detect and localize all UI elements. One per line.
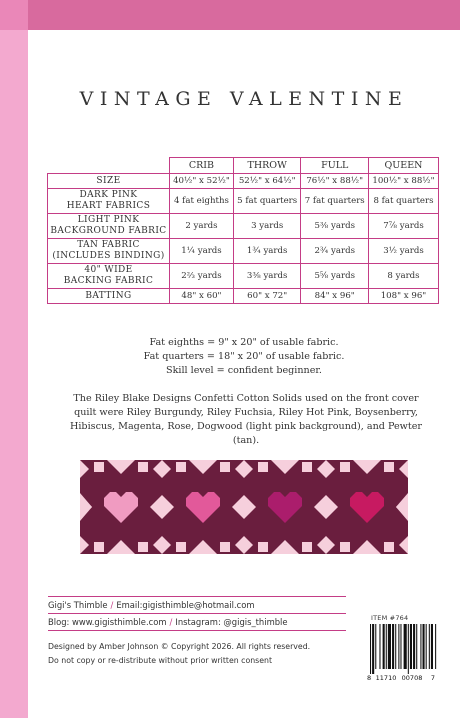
table-header-row — [48, 158, 439, 174]
blog-link[interactable]: Blog: www.gigisthimble.com — [48, 617, 167, 627]
instagram-link[interactable]: Instagram: @gigis_thimble — [175, 617, 288, 627]
quilt-illustration — [80, 460, 408, 554]
table-cell: 7⅞ yards — [368, 214, 438, 239]
footer-rule-top — [48, 596, 346, 597]
block-square — [138, 462, 148, 472]
table-cell: 2⅔ yards — [170, 264, 234, 289]
table-row — [48, 174, 439, 189]
block-square — [340, 542, 350, 552]
footer-contact-line-1 — [48, 600, 255, 610]
barcode-digits: 8 — [367, 674, 372, 682]
separator: / — [169, 617, 173, 627]
table-cell: 3⅜ yards — [233, 264, 301, 289]
barcode-bar — [395, 624, 396, 669]
designer-copyright: Designed by Amber Johnson © Copyright 2026. All rights reserved. — [48, 642, 311, 651]
header-crib: CRIB — [170, 158, 234, 174]
table-cell: 3½ yards — [368, 239, 438, 264]
table-cell: 4 fat eighths — [170, 189, 234, 214]
header-queen: QUEEN — [368, 158, 438, 174]
table-row — [48, 289, 439, 304]
footer-contact-line-2 — [48, 617, 288, 627]
table-row — [48, 214, 439, 239]
block-square — [384, 462, 394, 472]
barcode-bar — [375, 624, 376, 669]
row-label: BATTING — [48, 289, 170, 304]
table-corner-cell — [48, 158, 170, 174]
table-cell: 5 fat quarters — [233, 189, 301, 214]
fabric-credit-paragraph: The Riley Blake Designs Confetti Cotton Solids used on the front cover quilt were Riley Burgundy, Riley Fuchsia, Riley Hot Pink, Boysenberry, Hibiscus, Magenta, Rose, Dogwood (light pink background), and Pewter (tan). — [70, 393, 422, 446]
footer-rule-middle — [48, 613, 346, 614]
table-cell: 3 yards — [233, 214, 301, 239]
table-cell: 2¾ yards — [301, 239, 369, 264]
company-name: Gigi's Thimble — [48, 600, 108, 610]
barcode-bar — [413, 624, 415, 669]
item-number: ITEM #764 — [371, 614, 409, 622]
table-cell: 5⅝ yards — [301, 264, 369, 289]
fabric-requirements-table — [47, 157, 439, 304]
top-color-band — [0, 0, 460, 30]
header-throw: THROW — [233, 158, 301, 174]
block-square — [302, 462, 312, 472]
block-square — [258, 542, 268, 552]
barcode-bar — [400, 624, 401, 669]
email-link[interactable]: Email:gigisthimble@hotmail.com — [116, 600, 255, 610]
block-square — [220, 542, 230, 552]
barcode-bar — [388, 624, 391, 669]
barcode-bar — [423, 624, 425, 669]
barcode-bar — [420, 624, 421, 669]
table-cell: 40½" x 52½" — [170, 174, 234, 189]
barcode-bar — [410, 624, 412, 669]
block-square — [94, 542, 104, 552]
note-skill-level: Skill level = confident beginner. — [166, 365, 322, 376]
row-label: LIGHT PINK BACKGROUND FABRIC — [48, 214, 170, 239]
barcode-bar — [431, 624, 433, 669]
block-square — [340, 462, 350, 472]
separator: / — [110, 600, 114, 610]
table-cell: 8 fat quarters — [368, 189, 438, 214]
block-square — [176, 542, 186, 552]
barcode-bar — [370, 624, 371, 674]
row-label: TAN FABRIC (INCLUDES BINDING) — [48, 239, 170, 264]
block-square — [176, 462, 186, 472]
table-cell: 5⅜ yards — [301, 214, 369, 239]
table-cell: 108" x 96" — [368, 289, 438, 304]
barcode-bar — [379, 624, 380, 669]
barcode-bar — [429, 624, 430, 669]
block-square — [138, 542, 148, 552]
block-square — [94, 462, 104, 472]
note-fat-eighths: Fat eighths = 9" x 20" of usable fabric. — [149, 337, 339, 348]
barcode-digits: 00708 — [401, 674, 423, 682]
barcode-bar — [426, 624, 427, 669]
barcode-bar — [416, 624, 417, 669]
row-label: 40" WIDE BACKING FABRIC — [48, 264, 170, 289]
table-cell: 100½" x 88½" — [368, 174, 438, 189]
block-square — [384, 542, 394, 552]
table-cell: 60" x 72" — [233, 289, 301, 304]
side-band-corner — [0, 0, 28, 30]
table-cell: 2 yards — [170, 214, 234, 239]
table-cell: 52½" x 64½" — [233, 174, 301, 189]
row-label: DARK PINK HEART FABRICS — [48, 189, 170, 214]
table-cell: 1¼ yards — [170, 239, 234, 264]
barcode-bar — [435, 624, 436, 669]
fabric-notes — [28, 336, 460, 378]
barcode-digits: 11710 — [375, 674, 397, 682]
table-cell: 76½" x 88½" — [301, 174, 369, 189]
row-label: SIZE — [48, 174, 170, 189]
barcode-bar — [386, 624, 387, 669]
table-row — [48, 189, 439, 214]
table-cell: 8 yards — [368, 264, 438, 289]
copy-notice: Do not copy or re-distribute without prior written consent — [48, 656, 273, 665]
note-fat-quarters: Fat quarters = 18" x 20" of usable fabric. — [143, 351, 345, 362]
pattern-title: VINTAGE VALENTINE — [79, 88, 409, 110]
side-color-band — [0, 0, 28, 718]
block-square — [302, 542, 312, 552]
barcode-bar — [372, 624, 374, 674]
table-cell: 48" x 60" — [170, 289, 234, 304]
table-cell: 7 fat quarters — [301, 189, 369, 214]
table-row — [48, 264, 439, 289]
barcode-bar — [404, 624, 407, 669]
barcode-bar — [383, 624, 385, 669]
barcode-bar — [398, 624, 399, 669]
barcode-digits: 7 — [430, 674, 435, 682]
barcode-bar — [408, 624, 409, 674]
block-square — [220, 462, 230, 472]
table-cell: 84" x 96" — [301, 289, 369, 304]
table-cell: 1¾ yards — [233, 239, 301, 264]
footer-rule-lower — [48, 630, 346, 631]
block-square — [258, 462, 268, 472]
header-full: FULL — [301, 158, 369, 174]
table-row — [48, 239, 439, 264]
barcode — [366, 624, 438, 682]
barcode-bar — [392, 624, 394, 669]
